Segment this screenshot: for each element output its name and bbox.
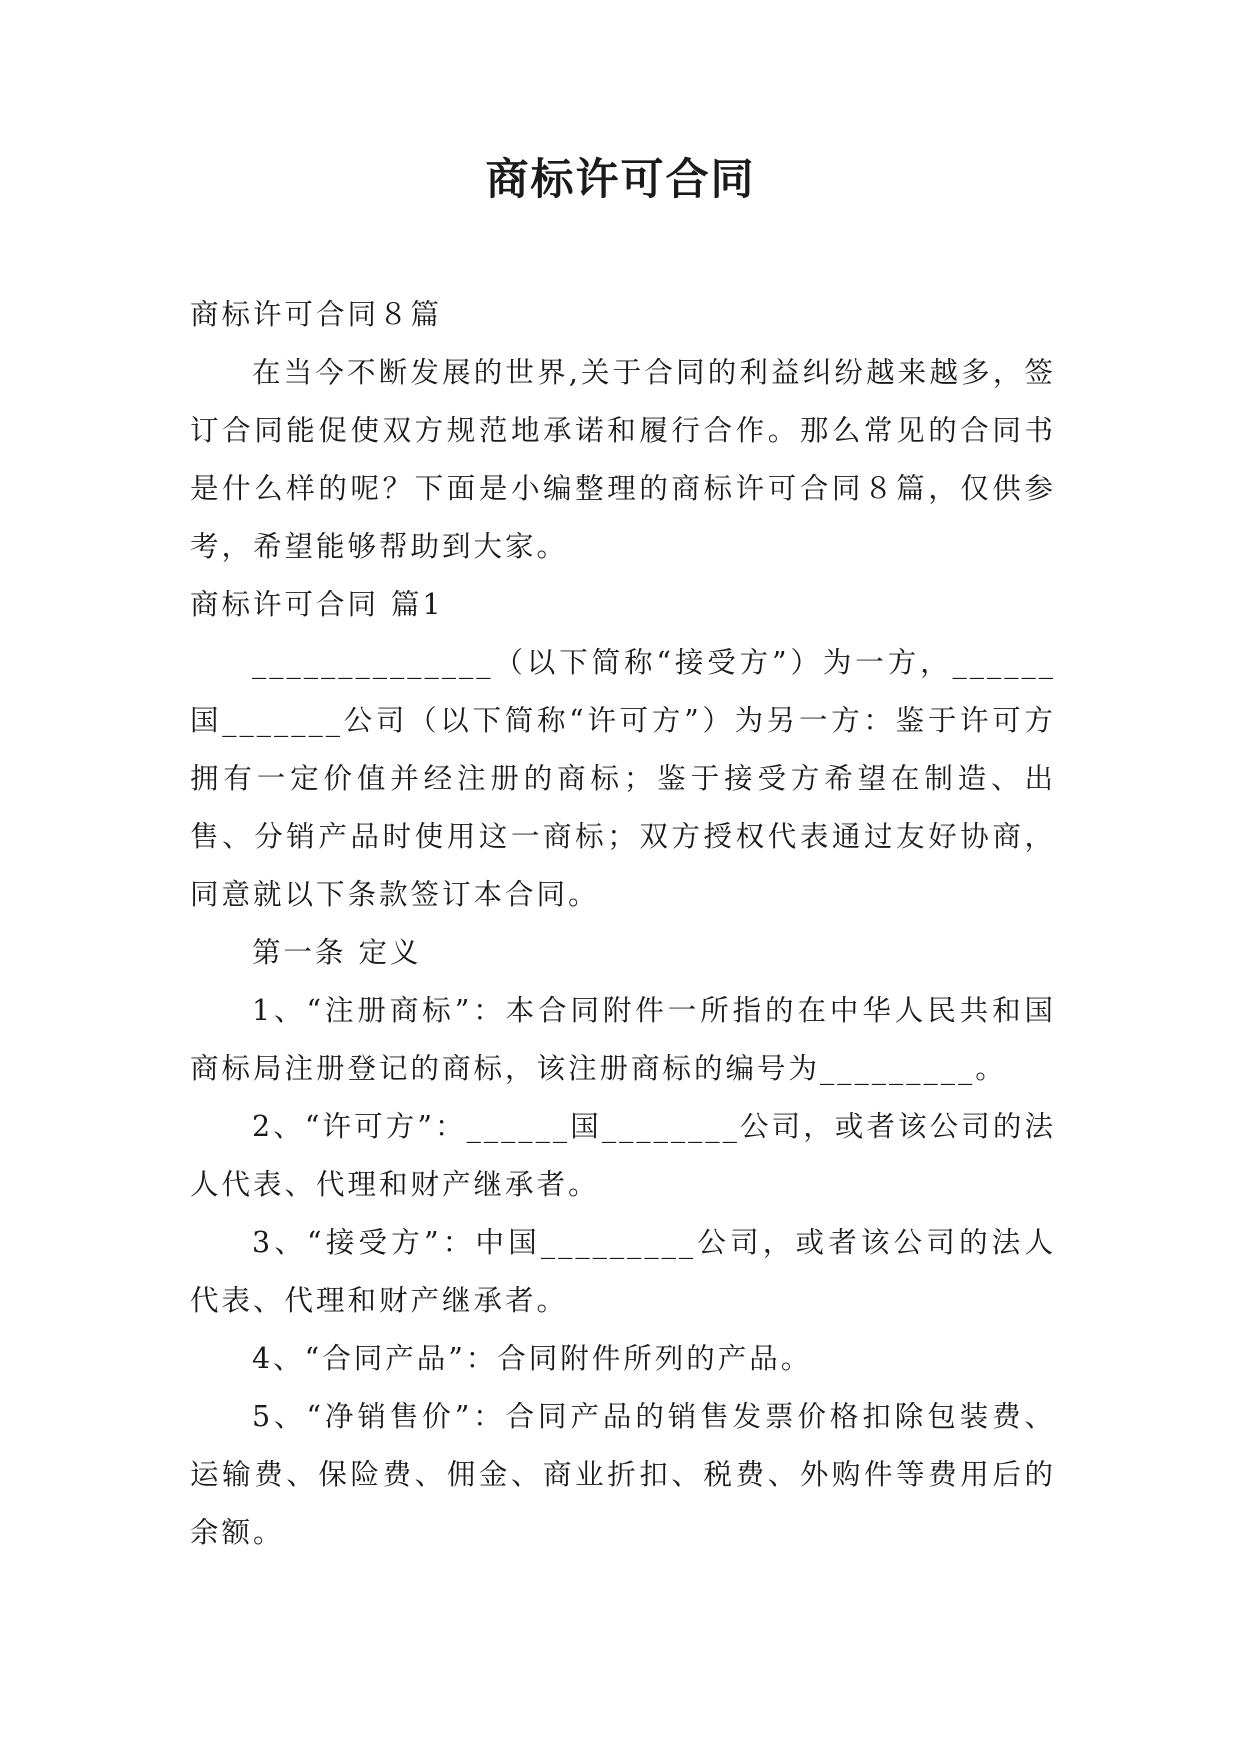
paragraph-section-heading: 商标许可合同 篇1 bbox=[190, 588, 444, 621]
paragraph-preamble: ______________（以下简称“接受方”）为一方，______国_______公司（以下简称“许可方”）为另一方：鉴于许可方拥有一定价值并经注册的商标；鉴于接受方希望在制造、出售、分销产品时使用这一商标；双方授权代表通过友好协商，同意就以下条款签订本合同。 bbox=[190, 646, 1056, 911]
paragraph-definition-1: 1、“注册商标”：本合同附件一所指的在中华人民共和国商标局注册登记的商标，该注册商标的编号为_________。 bbox=[190, 994, 1056, 1085]
paragraph-definition-5: 5、“净销售价”：合同产品的销售发票价格扣除包装费、运输费、保险费、佣金、商业折扣、税费、外购件等费用后的余额。 bbox=[190, 1400, 1056, 1549]
paragraph-article-heading: 第一条 定义 bbox=[252, 936, 422, 969]
paragraph-definition-4: 4、“合同产品”：合同附件所列的产品。 bbox=[252, 1342, 813, 1375]
paragraph-definition-3: 3、“接受方”：中国_________公司，或者该公司的法人代表、代理和财产继承者。 bbox=[190, 1226, 1056, 1317]
paragraph-definition-2: 2、“许可方”：______国________公司，或者该公司的法人代表、代理和财产继承者。 bbox=[190, 1110, 1056, 1201]
paragraph-heading-intro: 商标许可合同８篇 bbox=[190, 298, 443, 331]
document-body bbox=[190, 286, 1056, 1562]
paragraph-intro: 在当今不断发展的世界,关于合同的利益纠纷越来越多，签订合同能促使双方规范地承诺和履行合作。那么常见的合同书是什么样的呢？下面是小编整理的商标许可合同８篇，仅供参考，希望能够帮助到大家。 bbox=[190, 356, 1056, 563]
document-title: 商标许可合同 bbox=[485, 155, 756, 205]
